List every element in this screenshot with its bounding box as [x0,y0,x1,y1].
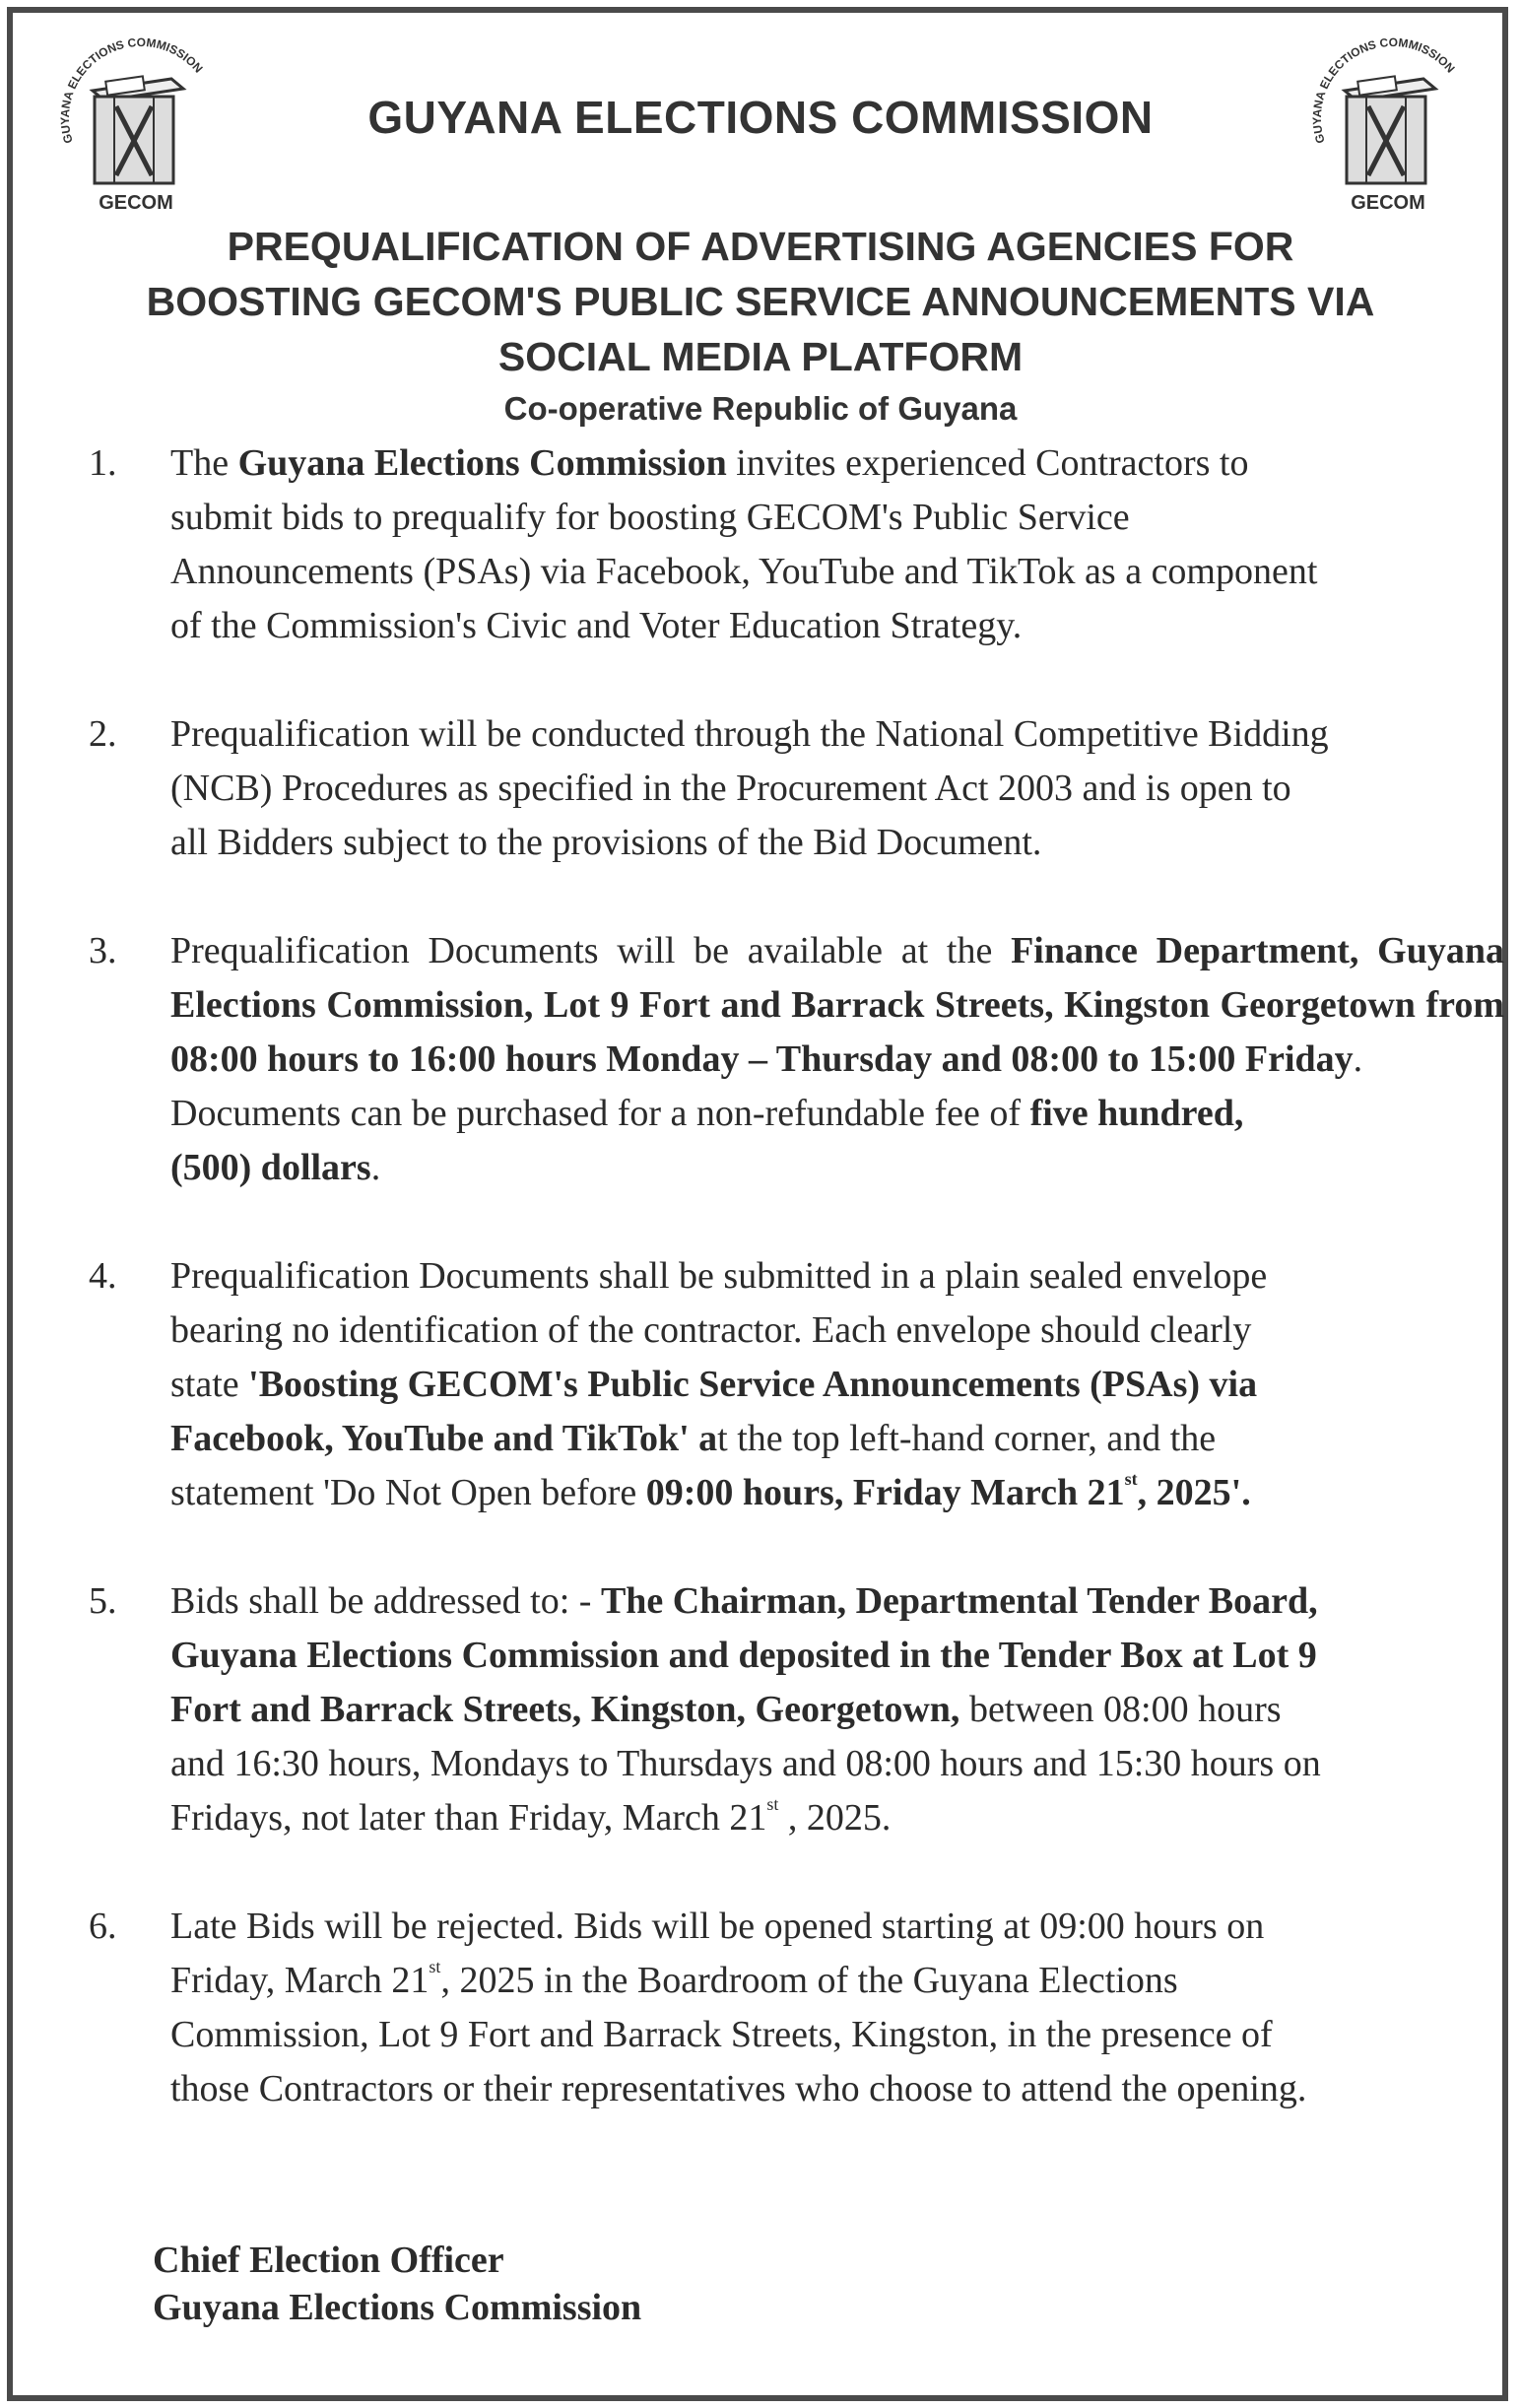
item-text: Prequalification Documents will be available at the Finance Department, Guyana Elections Commission, Lot 9 Fort and Barrack Streets, Kingston Georgetown from 08:00 hours to 16:00 hours Monday – Thursday and 08:00 to 15:00 Friday. Documents can be purchased for a non-refundable fee of five hundred, (500) dollars. [170,930,1504,1188]
item-text: Late Bids will be rejected. Bids will be opened starting at 09:00 hours on Friday, March 21st, 2025 in the Boardroom of the Guyana Elections Commission, Lot 9 Fort and Barrack Streets, Kingston, in the presence of those Contractors or their representatives who choose to attend the opening. [170,1906,1307,2109]
country-subtitle: Co-operative Republic of Guyana [503,390,1018,427]
list-item [0,924,1507,1195]
signature-block [153,2237,641,2331]
list-item [0,436,1507,653]
item-text: Prequalification Documents shall be submitted in a plain sealed envelope bearing no identification of the contractor. Each envelope should clearly state 'Boosting GECOM's Public Service Announcements (PSAs) via Facebook, YouTube and TikTok' at the top left-hand corner, and the statement 'Do Not Open before 09:00 hours, Friday March 21st, 2025'. [170,1255,1268,1513]
list-item [0,1574,1507,1845]
notice-items [0,436,1507,2171]
svg-text:GECOM: GECOM [1351,192,1425,214]
signatory-title: Chief Election Officer [153,2240,504,2281]
title-line: SOCIAL MEDIA PLATFORM [497,334,1024,379]
item-number: 5. [89,1580,117,1622]
item-number: 3. [89,930,117,971]
list-item [0,1249,1507,1520]
item-text: Prequalification will be conducted through the National Competitive Bidding (NCB) Procedures as specified in the Procurement Act 2003 and is open to all Bidders subject to the provisions of the Bid Document. [170,713,1329,863]
organization-heading: GUYANA ELECTIONS COMMISSION [367,92,1154,143]
title-line: PREQUALIFICATION OF ADVERTISING AGENCIES FOR [227,224,1294,269]
item-number: 2. [89,713,117,755]
item-number: 4. [89,1255,117,1297]
item-number: 6. [89,1906,117,1947]
title-line: BOOSTING GECOM'S PUBLIC SERVICE ANNOUNCEMENTS VIA [146,279,1375,324]
list-item [0,707,1507,870]
signatory-organization: Guyana Elections Commission [153,2287,642,2328]
item-text: The Guyana Elections Commission invites experienced Contractors to submit bids to prequalify for boosting GECOM's Public Service Announcements (PSAs) via Facebook, YouTube and TikTok as a component of the Commission's Civic and Voter Education Strategy. [170,442,1318,646]
svg-text:GUYANA ELECTIONS COMMISSION: GUYANA ELECTIONS COMMISSION [1309,34,1458,146]
item-text: Bids shall be addressed to: - The Chairman, Departmental Tender Board, Guyana Elections Commission and deposited in the Tender Box at Lot 9 Fort and Barrack Streets, Kingston, Georgetown, between 08:00 hours and 16:30 hours, Mondays to Thursdays and 08:00 hours and 15:30 hours on Fridays, not later than Friday, March 21st , 2025. [170,1580,1321,1839]
list-item [0,1900,1507,2116]
svg-text:GECOM: GECOM [99,192,173,214]
svg-text:GUYANA ELECTIONS COMMISSION: GUYANA ELECTIONS COMMISSION [57,34,206,146]
item-number: 1. [89,442,117,484]
notice-title [0,219,1521,384]
